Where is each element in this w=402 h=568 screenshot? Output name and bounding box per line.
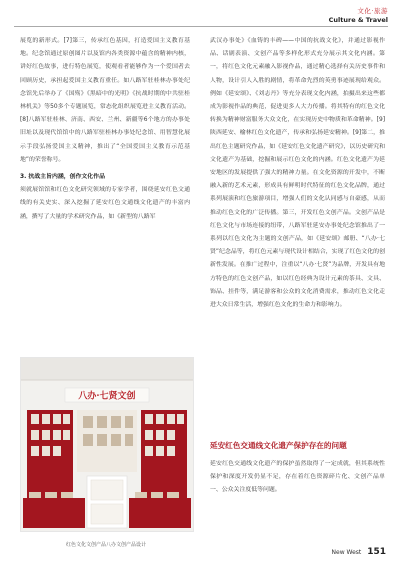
photo-caption: 红色文化文创产品八办文创产品设计: [65, 542, 146, 548]
page-number: 151: [367, 547, 386, 557]
left-paragraph-2: 须就展馆馆和红色文化研究领域的专家学者，围绕延安红色文通线的有关史实、深入挖掘了延安红色文通线文化遗产的丰富内涵，撰写了大量的学术研究作品，如《新型的八路军: [20, 187, 190, 220]
right-paragraph-1: 武汉办事处》《血铸的丰碑——中国的抗战文化》，并通过影视作品、话剧表演、文创产品等多样化形式充分展示其文化内涵。第一，将红色文化元素融入影视作品，通过精心选择有关历史事件和人物，设计引人入胜的剧情，将革命先烈的英勇事迹展现给观众。例如《延安颂》、《刘志丹》等充分表现文化内涵，拍摄出来这些都成为影视作品的典范，促进更多人大力传播。将其特有的红色文化转换为精神财富服务大众文化，在实现历史中物质和革命精神。[9]陕西延安、榆林红色文化遗产，传承和弘扬延安精神。[9]第二，推出红色主题研究作品，如《延安红色文化遗产研究》，以历史研究和文化遗产为基础，挖掘和展示红色文化的内涵。红色文化遗产为延安地区的发展提供了强大的精神力量。在文化资源的开发中，不断融入新的艺术元素，形成具有鲜明时代特征的红色文化品牌，通过系列展演和红色旅游项目，增强人们的文化认同感与自豪感，从而推动红色文化的广泛传播。第三，开发红色文创产品。文创产品是红色文化与市场连接的纽带，八路军驻延安办事处纪念馆推出了一系列以红色文化为主题的文创产品，如《延安颂》邮册、“八办·七贤”纪念品等，将红色元素与现代设计相结合，实现了红色文化的创新性发展。在推广过程中，注重以“八办·七贤”为品牌，开发具有地方特色的红色文创产品，如以红色经典为设计元素的茶具、文具、饰品、挂件等，满足游客和公众的文化消费需求，推动红色文化走进大众日常生活，增强红色文化的生命力和影响力。: [210, 38, 385, 309]
left-paragraph-1: 展览的新形式。[7]第三，传承红色基因，打造爱国主义教育基地。纪念馆通过原创图片以及馆内各类资源中蕴含的精神内核，讲好红色故事，进行特色展览，使观看者能够作为一个爱国者去回顾历史，承担起爱国主义教育重任。如八路军驻桂林办事处纪念馆先后举办了《国殇》《黑暗中的光明》《抗战时期的中共驻桂林机关》等50多个专题展览，常态化组织展览进主义教育活动。[8]八路军驻桂林、济南、西安、兰州、新疆等6个地方的办事处旧址以及现代馆馆中的八路军驻桂林办事处纪念馆、用智慧化展示手段弘扬爱国主义精神，推出了“全国爱国主义教育示范基地”的荣誉称号。: [20, 38, 190, 163]
section-header: [329, 6, 388, 24]
page-footer: [332, 547, 386, 557]
header-divider: [14, 26, 388, 27]
right-column: [210, 35, 385, 312]
section-name-en: Culture & Travel: [328, 16, 388, 24]
publication-name: New West: [331, 549, 362, 556]
subheading-3: 3. 抗战主旨内涵，创作文化作品: [20, 174, 105, 181]
left-column: [20, 35, 190, 224]
store-sign-text: 八办·七贤文创: [78, 391, 136, 402]
section-title: 延安红色交通线文化遗产保护存在的问题: [210, 441, 347, 450]
store-photo-illustration: [21, 358, 193, 531]
section-name-zh: 文化·旅游: [357, 7, 388, 15]
section-body: 延安红色交通线文化遗产的保护虽然取得了一定成就，但其系统性保护和深度开发仍显不足，存在着红色资源碎片化、文创产品单一、公众关注度低等问题。: [210, 461, 385, 494]
store-photo: [20, 357, 194, 532]
